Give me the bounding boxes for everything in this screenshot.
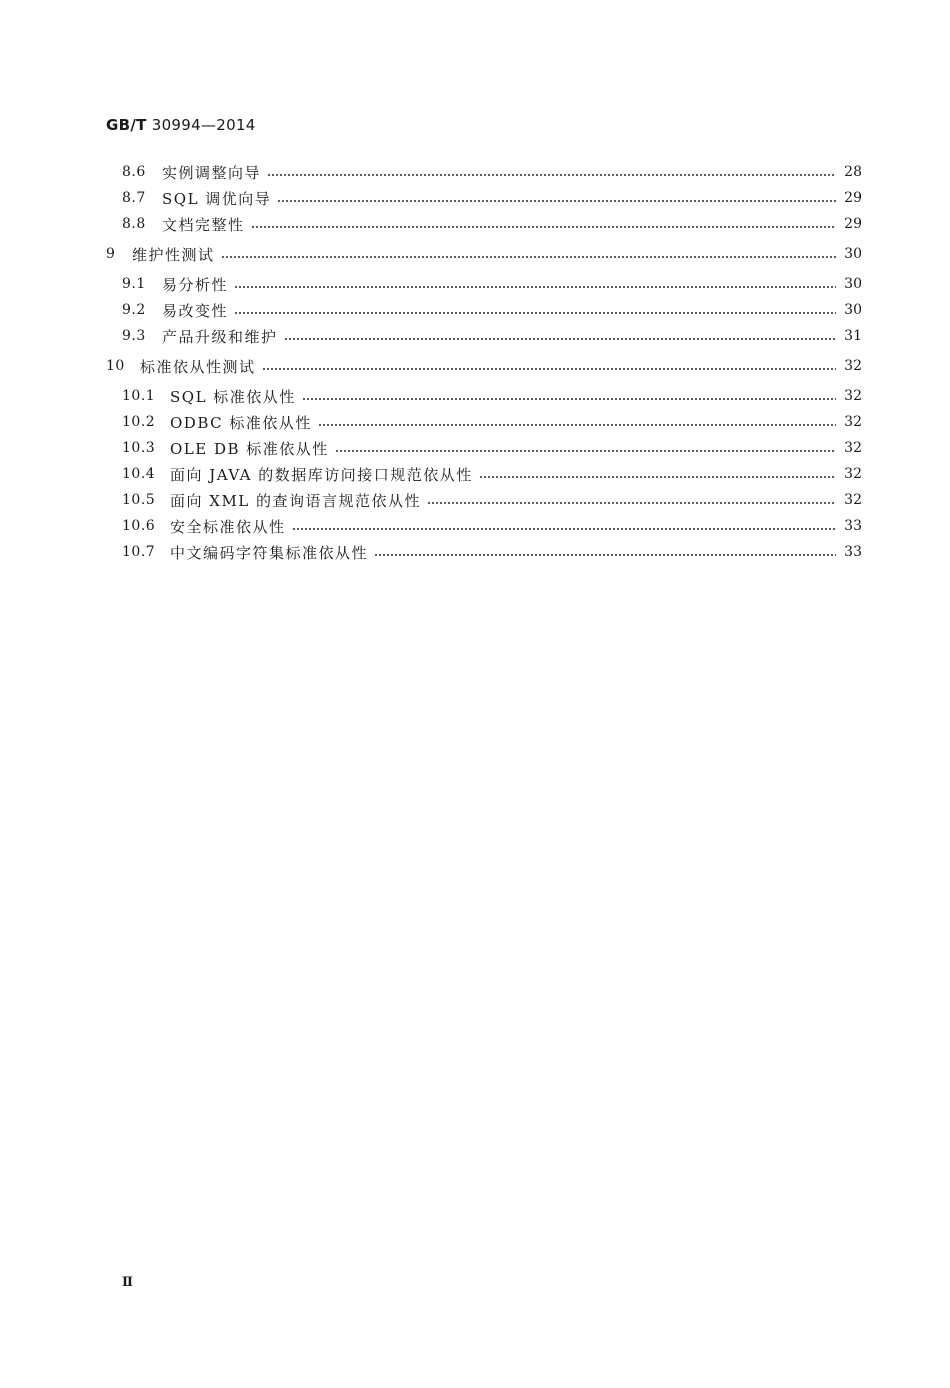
- toc-entry[interactable]: [106, 324, 862, 348]
- toc-entry-page: 28: [844, 164, 862, 180]
- toc-entry-page: 32: [844, 414, 862, 430]
- dot-leader: [292, 528, 836, 530]
- toc-entry-page: 29: [844, 216, 862, 232]
- toc-entry-title: 易分析性: [162, 275, 229, 294]
- toc-entry-title: 实例调整向导: [162, 163, 262, 182]
- toc-entry-title: 安全标准依从性: [170, 517, 286, 536]
- toc-entry[interactable]: [106, 488, 862, 512]
- dot-leader: [267, 174, 836, 176]
- toc-entry-number: 10.2: [122, 414, 156, 430]
- toc-entry-number: 10: [106, 358, 125, 374]
- toc-entry-title: 面向 XML 的查询语言规范依从性: [170, 491, 422, 510]
- toc-entry-title: OLE DB 标准依从性: [170, 439, 329, 458]
- toc-entry-page: 29: [844, 190, 862, 206]
- toc-entry-page: 33: [844, 518, 862, 534]
- dot-leader: [318, 424, 836, 426]
- toc-entry-title: ODBC 标准依从性: [170, 413, 312, 432]
- dot-leader: [284, 338, 836, 340]
- toc-entry-number: 10.6: [122, 518, 156, 534]
- toc-entry-page: 32: [844, 388, 862, 404]
- toc-entry[interactable]: [106, 272, 862, 296]
- toc-entry-page: 31: [844, 328, 862, 344]
- toc-entry-number: 9.2: [122, 302, 146, 318]
- toc-entry[interactable]: [106, 462, 862, 486]
- toc-entry[interactable]: [106, 514, 862, 538]
- toc-entry-title: SQL 标准依从性: [170, 387, 296, 406]
- dot-leader: [302, 398, 836, 400]
- dot-leader: [479, 476, 836, 478]
- toc-entry-title: 中文编码字符集标准依从性: [170, 543, 369, 562]
- toc-entry-number: 9: [106, 246, 116, 262]
- dot-leader: [277, 200, 836, 202]
- standard-header: [106, 116, 256, 134]
- toc-entry[interactable]: [106, 410, 862, 434]
- toc-entry[interactable]: [106, 354, 862, 378]
- toc-entry[interactable]: [106, 540, 862, 564]
- toc-entry[interactable]: [106, 384, 862, 408]
- toc-entry-title: 面向 JAVA 的数据库访问接口规范依从性: [170, 465, 473, 484]
- toc-entry-number: 10.5: [122, 492, 156, 508]
- standard-number: 30994—2014: [151, 116, 256, 134]
- toc-entry[interactable]: [106, 298, 862, 322]
- toc-entry-page: 30: [844, 246, 862, 262]
- toc-entry-title: 产品升级和维护: [162, 327, 278, 346]
- standard-code: GB/T: [106, 116, 147, 134]
- toc-entry-number: 8.6: [122, 164, 146, 180]
- toc-entry-page: 30: [844, 276, 862, 292]
- page-number: Ⅱ: [122, 1275, 133, 1290]
- dot-leader: [262, 368, 836, 370]
- toc-entry-page: 32: [844, 492, 862, 508]
- toc-entry-number: 10.1: [122, 388, 156, 404]
- toc-entry[interactable]: [106, 160, 862, 184]
- toc-entry-page: 32: [844, 440, 862, 456]
- dot-leader: [234, 286, 836, 288]
- toc-entry-page: 30: [844, 302, 862, 318]
- toc-entry[interactable]: [106, 436, 862, 460]
- dot-leader: [335, 450, 836, 452]
- toc-entry-number: 10.7: [122, 544, 156, 560]
- toc-entry[interactable]: [106, 212, 862, 236]
- toc-entry-title: 文档完整性: [162, 215, 245, 234]
- toc-entry-title: 易改变性: [162, 301, 229, 320]
- toc-entry-number: 10.3: [122, 440, 156, 456]
- toc-entry-number: 9.3: [122, 328, 146, 344]
- toc-entry-title: 维护性测试: [132, 245, 215, 264]
- dot-leader: [427, 502, 836, 504]
- toc-entry-number: 8.7: [122, 190, 146, 206]
- toc-entry-number: 9.1: [122, 276, 146, 292]
- dot-leader: [221, 256, 836, 258]
- dot-leader: [374, 554, 836, 556]
- toc-entry-number: 10.4: [122, 466, 156, 482]
- toc-entry-page: 32: [844, 466, 862, 482]
- toc-entry-page: 32: [844, 358, 862, 374]
- toc-entry-page: 33: [844, 544, 862, 560]
- toc-entry-number: 8.8: [122, 216, 146, 232]
- toc-entry[interactable]: [106, 186, 862, 210]
- dot-leader: [234, 312, 836, 314]
- toc-entry-title: SQL 调优向导: [162, 189, 272, 208]
- toc-entry[interactable]: [106, 242, 862, 266]
- dot-leader: [251, 226, 836, 228]
- toc-entry-title: 标准依从性测试: [140, 357, 256, 376]
